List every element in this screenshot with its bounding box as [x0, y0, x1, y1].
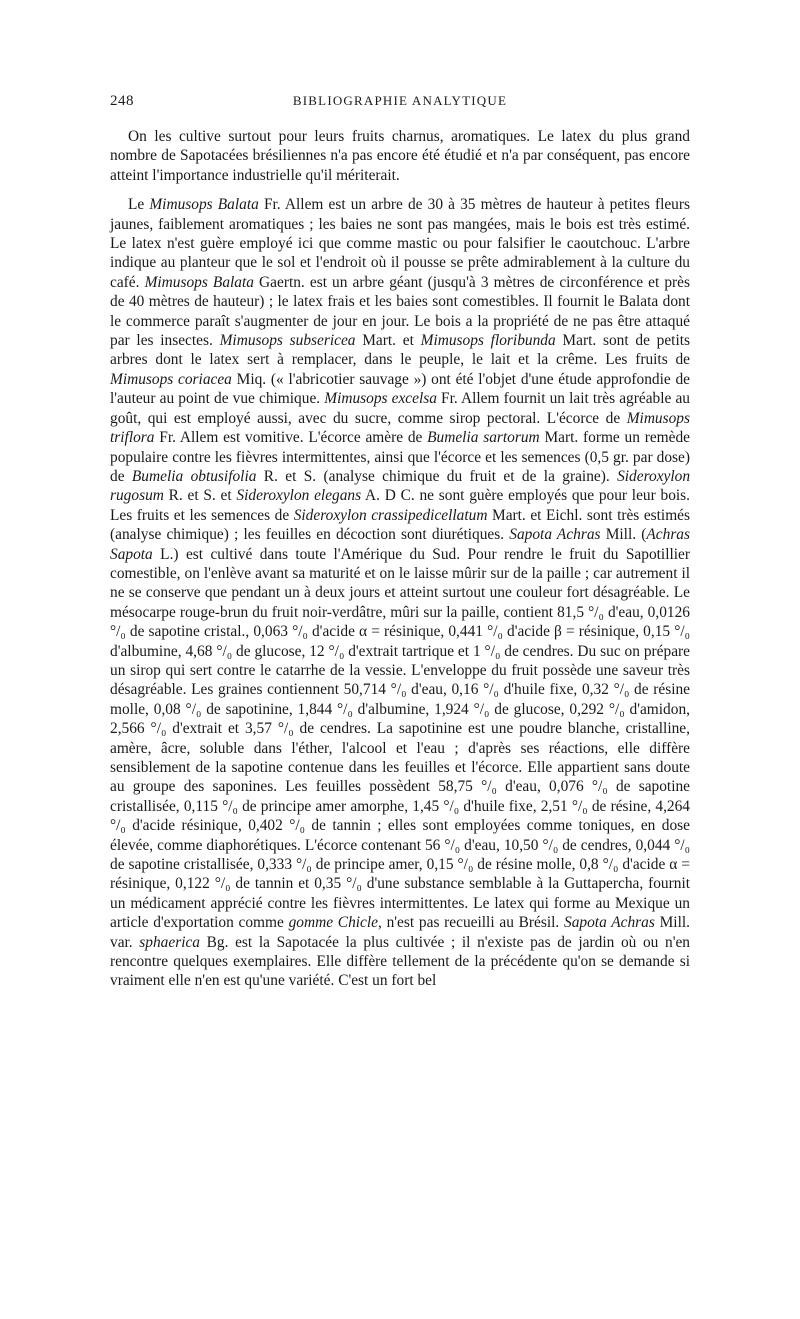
- italic-taxon: Sapota Achras: [509, 526, 601, 544]
- page-header: [110, 93, 690, 115]
- text-run: Gaertn. est un arbre géant (jusqu'à 3 mètres de circonférence et près de 40 mètres de hauteur) ; le latex frais et les baies sont comestibles. Il fournit le Balata dont le commerce paraît s'augmenter de jour en jour. Le bois a la propriété de ne pas être attaqué par les insectes.: [110, 273, 690, 350]
- italic-taxon: sphaerica: [139, 933, 200, 951]
- italic-taxon: Bumelia sartorum: [427, 429, 540, 447]
- text-run: Mill. var.: [110, 914, 690, 951]
- body-text: [110, 127, 690, 991]
- text-run: Mart. sont de petits arbres dont le latex sert à remplacer, dans le peuple, le lait et la crême. Les fruits de: [110, 332, 691, 369]
- text-run: Fr. Allem est un arbre de 30 à 35 mètres de hauteur à petites fleurs jaunes, faiblement aromatiques ; les baies ne sont pas mangées, mais le bois est très estimé. Le latex n'est guère employé ici que comme mastic ou pour falsifier le caoutchouc. L'arbre indique au planteur que le sol et l'endroit où il pousse se prête admirablement à la culture du café.: [110, 196, 690, 291]
- italic-taxon: Mimusops Balata: [144, 273, 254, 291]
- paragraph: [110, 127, 690, 185]
- text-run: , n'est pas recueilli au Brésil.: [377, 914, 565, 932]
- text-run: L.) est cultivé dans toute l'Amérique du Sud. Pour rendre le fruit du Sapotillier comestible, on l'enlève avant sa maturité et on le laisse mûrir sur de la paille ; car autrement il ne se conserve que pendant un à deux jours et atteint surtout une couleur fort désagréable. Le mésocarpe rouge-brun du fruit noir-verdâtre, mûri sur la paille, contient 81,5 °/₀ d'eau, 0,0126 °/₀ de sapotine cristal., 0,063 °/₀ d'acide α = résinique, 0,441 °/₀ d'acide β = résinique, 0,15 °/₀ d'albumine, 4,68 °/₀ de glucose, 12 °/₀ d'extrait tartrique et 1 °/₀ de cendres. Du suc on prépare un sirop qui sert contre le catarrhe de la vessie. L'enveloppe du fruit possède une saveur très désagréable. Les graines contiennent 50,714 °/₀ d'eau, 0,16 °/₀ d'huile fixe, 0,32 °/₀ de résine molle, 0,08 °/₀ de sapotinine, 1,844 °/₀ d'albumine, 1,924 °/₀ de glucose, 0,292 °/₀ d'amidon, 2,566 °/₀ d'extrait et 3,57 °/₀ de cendres. La sapotinine est une poudre blanche, cristalline, amère, âcre, soluble dans l'éther, l'alcool et l'eau ; d'après ses réactions, elle diffère sensiblement de la sapotine contenue dans les feuilles et l'écorce. Elle appartient sans doute au groupe des saponines. Les feuilles possèdent 58,75 °/₀ d'eau, 0,076 °/₀ de sapotine cristallisée, 0,115 °/₀ de principe amer amorphe, 1,45 °/₀ d'huile fixe, 2,51 °/₀ de résine, 4,264 °/₀ d'acide résinique, 0,402 °/₀ de tannin ; elles sont employées comme toniques, en dose élevée, comme diaphorétiques. L'écorce contenant 56 °/₀ d'eau, 10,50 °/₀ de cendres, 0,044 °/₀ de sapotine cristallisée, 0,333 °/₀ de principe amer, 0,15 °/₀ de résine molle, 0,8 °/₀ d'acide α = résinique, 0,122 °/₀ de tannin et 0,35 °/₀ d'une substance semblable à la Guttapercha, fournit un médicament apprécié contre les fièvres intermittentes. Le latex qui forme au Mexique un article d'exportation comme: [110, 545, 690, 932]
- text-run: On les cultive surtout pour leurs fruits charnus, aromatiques. Le latex du plus grand nombre de Sapotacées brésiliennes n'a pas encore été étudié et n'a par conséquent, pas encore atteint l'importance industrielle qu'il mériterait.: [110, 128, 690, 184]
- italic-taxon: Sideroxylon rugosum: [110, 467, 691, 505]
- text-run: R. et S. et: [163, 487, 237, 505]
- text-run: Mart. et: [355, 332, 421, 350]
- text-run: Fr. Allem est vomitive. L'écorce amère de: [154, 429, 428, 447]
- text-run: Bg. est la Sapotacée la plus cultivée ; il n'existe pas de jardin où ou n'en rencontre quelques exemplaires. Elle diffère tellement de la précédente qu'on se demande si vraiment elle n'en est qu'une variété. C'est un fort bel: [110, 933, 690, 990]
- italic-taxon: Sideroxylon elegans: [236, 487, 362, 505]
- page-number: 248: [110, 93, 134, 109]
- text-run: A. D C. ne sont guère employés que pour leur bois. Les fruits et les semences de: [110, 487, 690, 524]
- text-run: Le: [128, 196, 150, 214]
- italic-taxon: Mimusops Balata: [149, 196, 259, 214]
- running-head: BIBLIOGRAPHIE ANALYTIQUE: [292, 93, 508, 108]
- text-run: Mart. et Eichl. sont très estimés (analyse chimique) ; les feuilles en décoction sont diurétiques.: [110, 506, 691, 544]
- paragraph: [110, 195, 690, 991]
- italic-taxon: gomme Chicle: [288, 914, 378, 932]
- italic-taxon: Mimusops coriacea: [110, 370, 232, 388]
- text-run: R. et S. (analyse chimique du fruit et de la graine).: [256, 467, 618, 485]
- text-run: Mart. forme un remède populaire contre les fièvres intermittentes, ainsi que l'écorce et les semences (0,5 gr. par dose) de: [110, 429, 690, 485]
- italic-taxon: Mimusops floribunda: [420, 332, 556, 350]
- text-run: Fr. Allem fournit un lait très agréable au goût, qui est employé aussi, avec du sucre, comme sirop pectoral. L'écorce de: [110, 390, 690, 427]
- italic-taxon: Mimusops subsericea: [219, 332, 356, 350]
- italic-taxon: Bumelia obtusifolia: [131, 467, 257, 485]
- italic-taxon: Achras Sapota: [110, 526, 690, 563]
- italic-taxon: Sideroxylon crassipedicellatum: [293, 506, 488, 524]
- italic-taxon: Mimusops triflora: [110, 409, 690, 447]
- text-run: Mill. (: [600, 526, 647, 544]
- italic-taxon: Mimusops excelsa: [324, 390, 437, 408]
- italic-taxon: Sapota Achras: [564, 914, 655, 932]
- text-run: Miq. (« l'abricotier sauvage ») ont été l'objet d'une étude approfondie de l'auteur au point de vue chimique.: [110, 370, 691, 408]
